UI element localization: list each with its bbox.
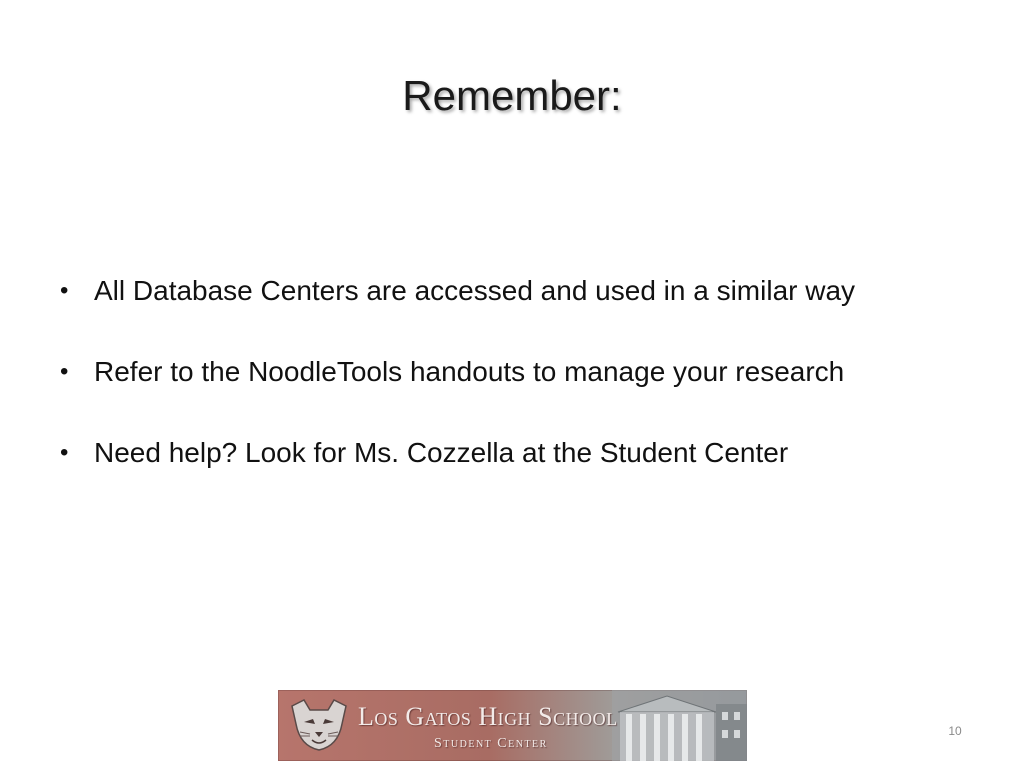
bullet-icon: • [60,439,69,466]
school-name: Los Gatos High School [358,702,618,731]
school-banner [278,690,747,761]
bullet-text: Refer to the NoodleTools handouts to manage your research [94,356,845,387]
school-building-icon [612,690,747,761]
wildcat-icon [288,696,350,754]
bullet-item [60,432,980,474]
bullet-text: Need help? Look for Ms. Cozzella at the Student Center [94,437,789,468]
bullet-list [60,270,980,513]
bullet-icon: • [60,277,69,304]
bullet-text: All Database Centers are accessed and used in a similar way [94,275,856,306]
bullet-item [60,351,980,393]
slide-title: Remember: [402,72,622,119]
banner-subtitle: Student Center [434,736,548,751]
bullet-icon: • [60,358,69,385]
bullet-item [60,270,980,312]
slide-number: 10 [948,724,962,738]
